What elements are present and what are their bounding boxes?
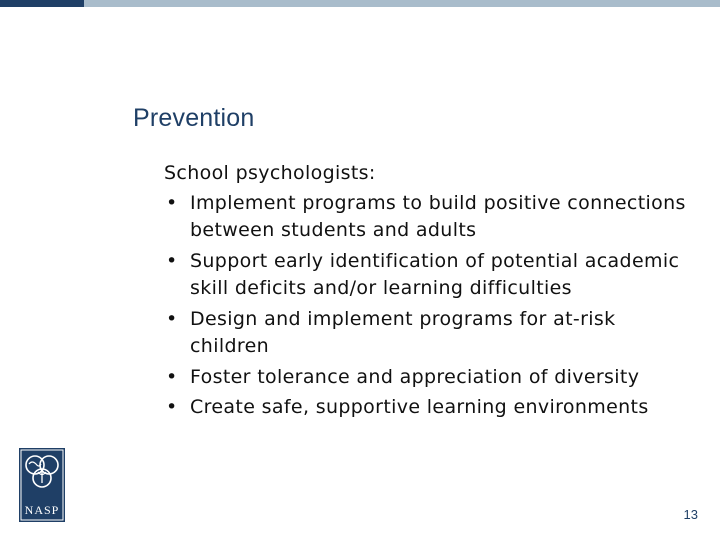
bullet-item xyxy=(164,364,694,392)
slide-title: Prevention xyxy=(133,104,255,132)
bullet-list xyxy=(164,190,694,422)
bullet-item xyxy=(164,306,694,361)
bullet-text: Foster tolerance and appreciation of diversity xyxy=(190,365,640,388)
bullet-item xyxy=(164,190,694,245)
nasp-logo-icon xyxy=(19,448,65,522)
top-bar-accent xyxy=(0,0,84,7)
bullet-text: Support early identification of potential academic skill deficits and/or learning difficulties xyxy=(190,249,680,299)
bullet-icon: • xyxy=(166,365,178,388)
bullet-item xyxy=(164,248,694,303)
bullet-icon: • xyxy=(166,191,178,214)
slide-body xyxy=(164,160,694,425)
bullet-text: Create safe, supportive learning environments xyxy=(190,396,649,418)
bullet-text: Implement programs to build positive connections between students and adults xyxy=(190,191,686,241)
bullet-text: Design and implement programs for at-risk children xyxy=(190,307,616,357)
top-bar xyxy=(84,0,720,7)
logo-text: NASP xyxy=(24,503,60,517)
bullet-item xyxy=(164,394,694,422)
page-number: 13 xyxy=(683,507,698,522)
bullet-icon: • xyxy=(166,307,178,330)
bullet-icon: • xyxy=(166,249,178,272)
intro-text: School psychologists: xyxy=(164,162,376,184)
bullet-icon: • xyxy=(166,396,178,418)
